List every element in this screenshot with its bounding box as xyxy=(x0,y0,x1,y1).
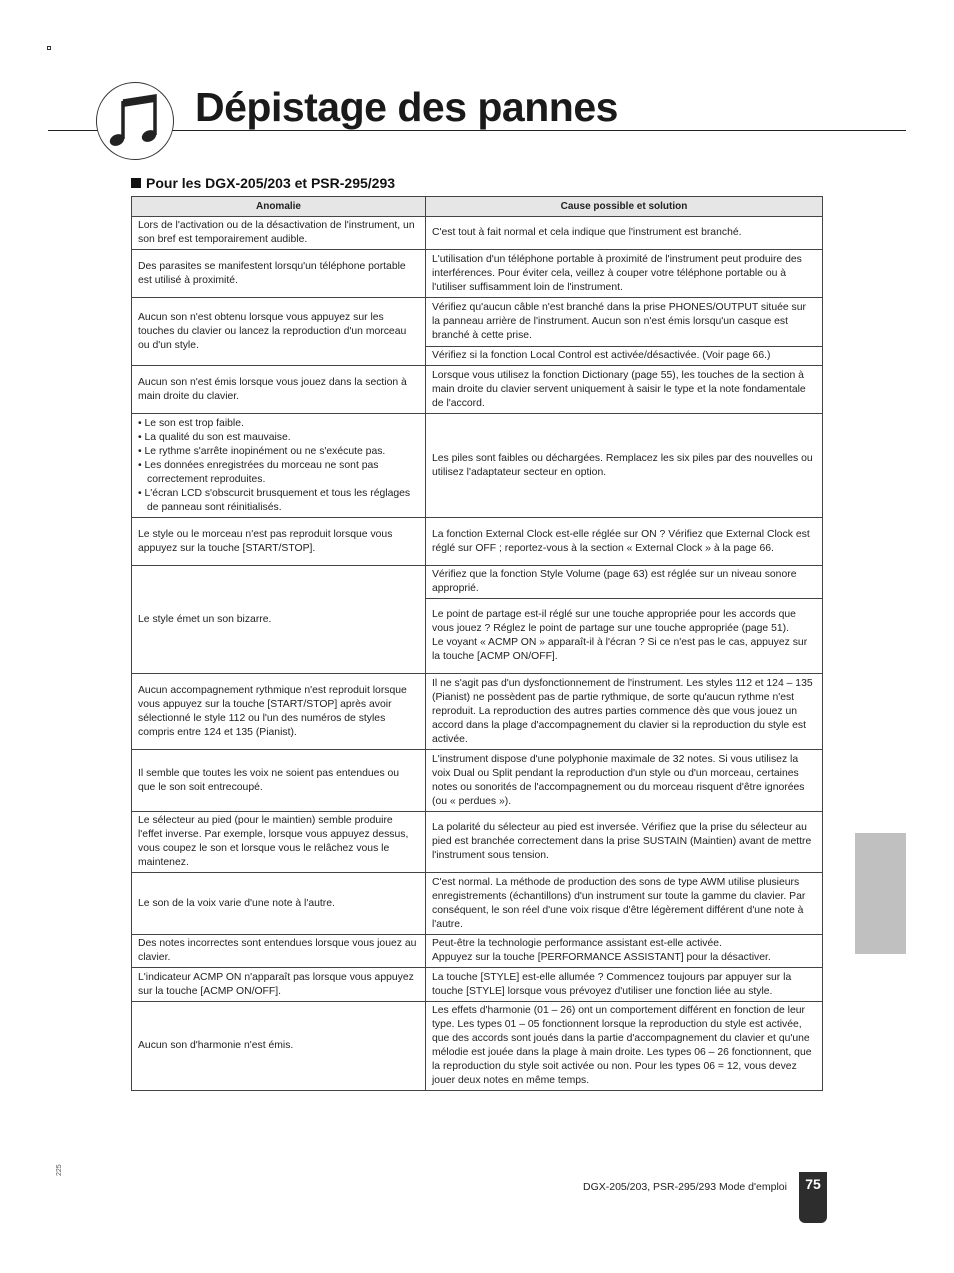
page-number: 75 xyxy=(799,1172,827,1223)
solution-text: Appuyez sur la touche [PERFORMANCE ASSISTANT] pour la désactiver. xyxy=(432,952,771,963)
list-item: • Les données enregistrées du morceau ne sont pas correctement reproduites. xyxy=(138,459,379,485)
problem-cell: Des parasites se manifestent lorsqu'un téléphone portable est utilisé à proximité. xyxy=(132,250,426,298)
solution-cell: Vérifiez si la fonction Local Control est activée/désactivée. (Voir page 66.) xyxy=(426,347,823,366)
table-row xyxy=(132,250,823,298)
section-side-tab xyxy=(855,833,906,954)
table-row xyxy=(132,1002,823,1091)
solution-cell: Vérifiez qu'aucun câble n'est branché dans la prise PHONES/OUTPUT située sur la panneau arrière de l'instrument. Aucun son n'est émis lorsqu'un casque est branché à cette prise. xyxy=(426,298,823,347)
header-cause: Cause possible et solution xyxy=(426,197,823,217)
problem-cell: Le style émet un son bizarre. xyxy=(132,566,426,674)
corner-mark xyxy=(47,46,51,50)
solution-cell: La fonction External Clock est-elle réglée sur ON ? Vérifiez que External Clock est réglé sur OFF ; reportez-vous à la section « External Clock » à la page 66. xyxy=(426,518,823,566)
table-row xyxy=(132,968,823,1002)
table-row xyxy=(132,217,823,250)
table-row xyxy=(132,414,823,518)
table-row xyxy=(132,674,823,750)
solution-cell: C'est tout à fait normal et cela indique que l'instrument est branché. xyxy=(426,217,823,250)
table-row xyxy=(132,935,823,968)
problem-cell: Le son de la voix varie d'une note à l'autre. xyxy=(132,873,426,935)
table-row xyxy=(132,812,823,873)
problem-cell: Aucun son n'est obtenu lorsque vous appuyez sur les touches du clavier ou lancez la reproduction d'un morceau ou d'un style. xyxy=(132,298,426,366)
table-row xyxy=(132,366,823,414)
problem-cell: Des notes incorrectes sont entendues lorsque vous jouez au clavier. xyxy=(132,935,426,968)
solution-cell: L'instrument dispose d'une polyphonie maximale de 32 notes. Si vous utilisez la voix Dual ou Split pendant la reproduction d'un style ou d'un morceau, certaines notes ou sonorités de l'accompagnement ou du morceau risquent d'être ignorées (ou « perdues »). xyxy=(426,750,823,812)
problem-cell: Lors de l'activation ou de la désactivation de l'instrument, un son bref est temporairement audible. xyxy=(132,217,426,250)
solution-cell: Lorsque vous utilisez la fonction Dictionary (page 55), les touches de la section à main droite du clavier servent uniquement à saisir le type et la note fondamentale de l'accord. xyxy=(426,366,823,414)
table-row xyxy=(132,298,823,347)
header-anomalie: Anomalie xyxy=(132,197,426,217)
table-row xyxy=(132,750,823,812)
list-item: • La qualité du son est mauvaise. xyxy=(138,431,291,443)
page-title: Dépistage des pannes xyxy=(195,84,618,130)
problem-cell: Le style ou le morceau n'est pas reproduit lorsque vous appuyez sur la touche [START/STOP]. xyxy=(132,518,426,566)
troubleshooting-table xyxy=(131,196,823,1091)
list-item: • Le son est trop faible. xyxy=(138,417,244,429)
problem-cell: L'indicateur ACMP ON n'apparaît pas lorsque vous appuyez sur la touche [ACMP ON/OFF]. xyxy=(132,968,426,1002)
problem-cell xyxy=(132,414,426,518)
table-row xyxy=(132,518,823,566)
problem-cell: Aucun accompagnement rythmique n'est reproduit lorsque vous appuyez sur la touche [START/STOP] après avoir sélectionné le style 112 ou l'un des numéros de styles compris entre 124 et 135 (Pianist). xyxy=(132,674,426,750)
solution-cell: Vérifiez que la fonction Style Volume (page 63) est réglée sur un niveau sonore approprié. xyxy=(426,566,823,599)
solution-text: Le point de partage est-il réglé sur une touche appropriée pour les accords que vous jouez ? Réglez le point de partage sur une touche appropriée (page 51). xyxy=(432,609,796,634)
list-item: • L'écran LCD s'obscurcit brusquement et tous les réglages de panneau sont réinitialisés. xyxy=(138,487,411,513)
solution-cell: Il ne s'agit pas d'un dysfonctionnement de l'instrument. Les styles 112 et 124 – 135 (Pianist) ne possèdent pas de partie rythmique, de sorte qu'aucun rythme n'est reproduit. La reproduction des autres parties commence dès que vous jouez un accord dans la plage d'accompagnement du clavier si la reproduction du style est activée. xyxy=(426,674,823,750)
problem-cell: Aucun son d'harmonie n'est émis. xyxy=(132,1002,426,1091)
list-item: • Le rythme s'arrête inopinément ou ne s'exécute pas. xyxy=(138,445,386,457)
solution-text: Peut-être la technologie performance assistant est-elle activée. xyxy=(432,938,722,949)
square-bullet-icon xyxy=(131,178,141,188)
solution-cell: Les effets d'harmonie (01 – 26) ont un comportement différent en fonction de leur type. Les types 01 – 05 fonctionnent lorsque la reproduction du style est activée, que des accords sont joués dans la partie d'accompagnement du clavier et qu'une mélodie est jouée dans la plage à main droite. Les types 06 – 26 fonctionnent, que la reproduction du style soit activée ou non. Pour les types 06 = 12, vous devez jouer deux notes en même temps. xyxy=(426,1002,823,1091)
solution-cell: L'utilisation d'un téléphone portable à proximité de l'instrument peut produire des interférences. Pour éviter cela, veillez à couper votre téléphone portable ou à l'utiliser suffisamment loin de l'instrument. xyxy=(426,250,823,298)
problem-cell: Il semble que toutes les voix ne soient pas entendues ou que le son soit entrecoupé. xyxy=(132,750,426,812)
problem-cell: Le sélecteur au pied (pour le maintien) semble produire l'effet inverse. Par exemple, lorsque vous appuyez dessus, vous coupez le son et lorsque vous le relâchez vous le maintenez. xyxy=(132,812,426,873)
solution-cell xyxy=(426,935,823,968)
section-title xyxy=(131,175,395,191)
table-row xyxy=(132,566,823,599)
section-title-text: Pour les DGX-205/203 et PSR-295/293 xyxy=(146,175,396,191)
manual-title: DGX-205/203, PSR-295/293 Mode d'emploi xyxy=(583,1181,787,1193)
solution-cell: Les piles sont faibles ou déchargées. Remplacez les six piles par des nouvelles ou utilisez l'adaptateur secteur en option. xyxy=(426,414,823,518)
problem-list xyxy=(138,417,419,515)
music-note-icon xyxy=(96,82,174,160)
table-row xyxy=(132,873,823,935)
solution-text: Le voyant « ACMP ON » apparaît-il à l'écran ? Si ce n'est pas le cas, appuyez sur la touche [ACMP ON/OFF]. xyxy=(432,637,808,662)
solution-cell: La touche [STYLE] est-elle allumée ? Commencez toujours par appuyer sur la touche [STYLE] lorsque vous prévoyez d'utiliser une fonction liée au style. xyxy=(426,968,823,1002)
solution-cell: La polarité du sélecteur au pied est inversée. Vérifiez que la prise du sélecteur au pied est branchée correctement dans la prise SUSTAIN (Maintien) avant de mettre l'instrument sous tension. xyxy=(426,812,823,873)
problem-cell: Aucun son n'est émis lorsque vous jouez dans la section à main droite du clavier. xyxy=(132,366,426,414)
side-page-number: 225 xyxy=(56,1164,63,1176)
solution-cell xyxy=(426,599,823,674)
solution-cell: C'est normal. La méthode de production des sons de type AWM utilise plusieurs enregistrements (échantillons) d'un instrument sur toute la gamme du clavier. Par conséquent, le son réel d'une voix risque d'être légèrement différent d'une note à l'autre. xyxy=(426,873,823,935)
table-header-row xyxy=(132,197,823,217)
